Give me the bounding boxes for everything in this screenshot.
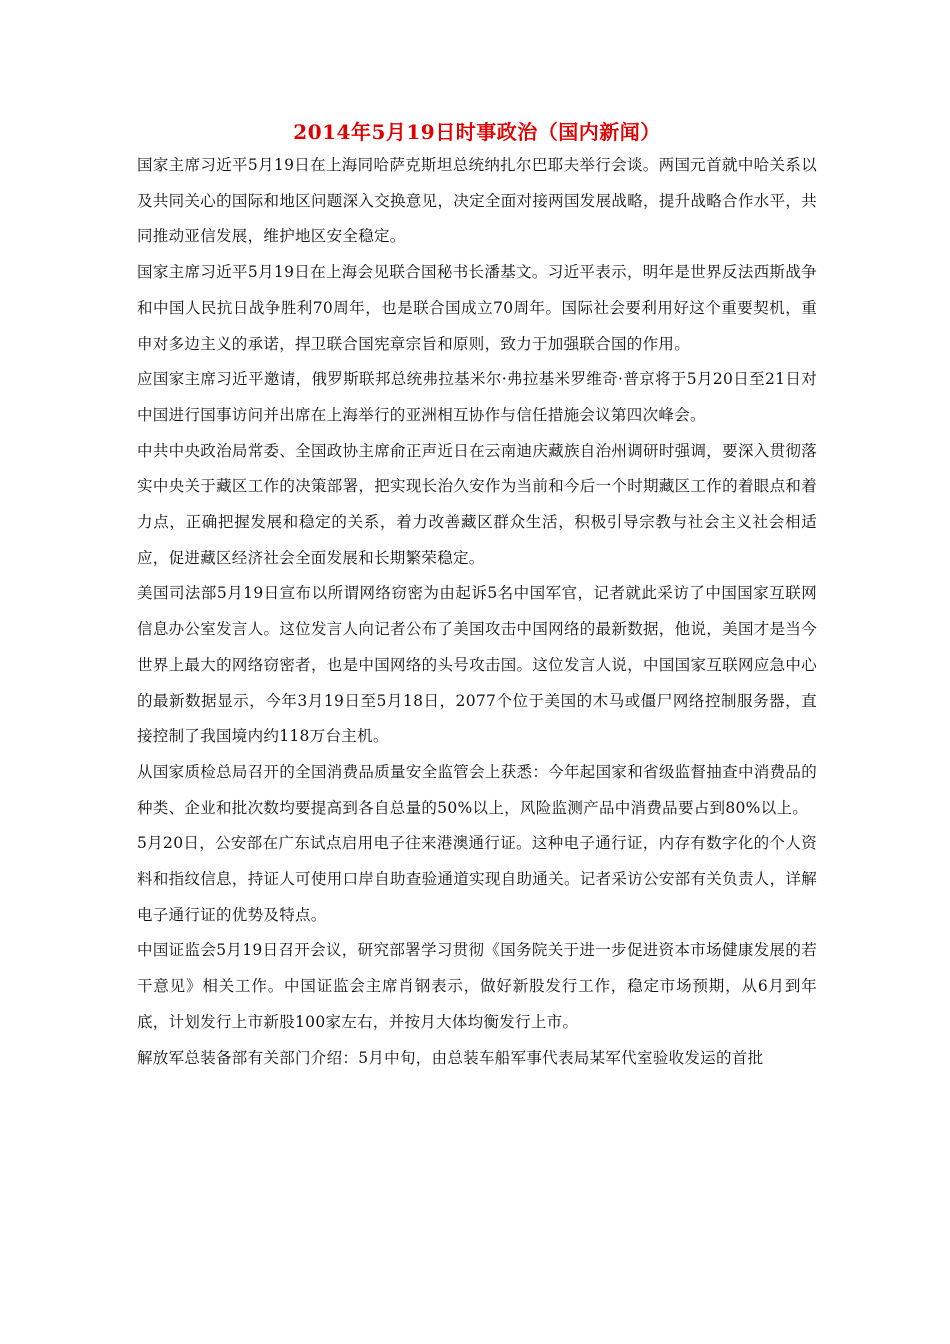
- paragraph-cyber-indictment: 美国司法部5月19日宣布以所谓网络窃密为由起诉5名中国军官，记者就此采访了中国国家互联网信息办公室发言人。这位发言人向记者公布了美国攻击中国网络的最新数据，他说，美国才是当今世界上最大的网络窃密者，也是中国网络的头号攻击国。这位发言人说，中国国家互联网应急中心的最新数据显示，今年3月19日至5月18日，2077个位于美国的木马或僵尸网络控制服务器，直接控制了我国境内约118万台主机。: [137, 584, 817, 746]
- document-page: [137, 118, 817, 1076]
- document-title: 2014年5月19日时事政治（国内新闻）: [293, 120, 661, 144]
- paragraph-yu-zhengsheng: 中共中央政治局常委、全国政协主席俞正声近日在云南迪庆藏族自治州调研时强调，要深入贯彻落实中央关于藏区工作的决策部署，把实现长治久安作为当前和今后一个时期藏区工作的着眼点和着力点，正确把握发展和稳定的关系，着力改善藏区群众生活，积极引导宗教与社会主义社会相适应，促进藏区经济社会全面发展和长期繁荣稳定。: [137, 441, 817, 567]
- paragraph-pla-equipment: 解放军总装备部有关部门介绍：5月中旬，由总装车船军事代表局某军代室验收发运的首批: [137, 1048, 764, 1067]
- paragraph-quality-supervision: 从国家质检总局召开的全国消费品质量安全监管会上获悉：今年起国家和省级监督抽查中消费品的种类、企业和批次数均要提高到各自总量的50%以上，风险监测产品中消费品要占到80%以上。: [137, 762, 817, 817]
- paragraph-xi-ban-ki-moon: 国家主席习近平5月19日在上海会见联合国秘书长潘基文。习近平表示，明年是世界反法西斯战争和中国人民抗日战争胜利70周年，也是联合国成立70周年。国际社会要利用好这个重要契机，重申对多边主义的承诺，捍卫联合国宪章宗旨和原则，致力于加强联合国的作用。: [137, 263, 817, 353]
- paragraph-putin-visit: 应国家主席习近平邀请，俄罗斯联邦总统弗拉基米尔·弗拉基米罗维奇·普京将于5月20日至21日对中国进行国事访问并出席在上海举行的亚洲相互协作与信任措施会议第四次峰会。: [137, 370, 817, 424]
- paragraph-csrc-ipo: 中国证监会5月19日召开会议，研究部署学习贯彻《国务院关于进一步促进资本市场健康发展的若干意见》相关工作。中国证监会主席肖钢表示，做好新股发行工作，稳定市场预期，从6月到年底，计划发行上市新股100家左右，并按月大体均衡发行上市。: [137, 941, 817, 1031]
- paragraph-e-permit: 5月20日，公安部在广东试点启用电子往来港澳通行证。这种电子通行证，内存有数字化的个人资料和指纹信息，持证人可使用口岸自助查验通道实现自助通关。记者采访公安部有关负责人，详解电子通行证的优势及特点。: [137, 834, 817, 924]
- paragraph-xi-nazarbayev-talks: 国家主席习近平5月19日在上海同哈萨克斯坦总统纳扎尔巴耶夫举行会谈。两国元首就中哈关系以及共同关心的国际和地区问题深入交换意见，决定全面对接两国发展战略，提升战略合作水平，共同推动亚信发展，维护地区安全稳定。: [137, 156, 817, 246]
